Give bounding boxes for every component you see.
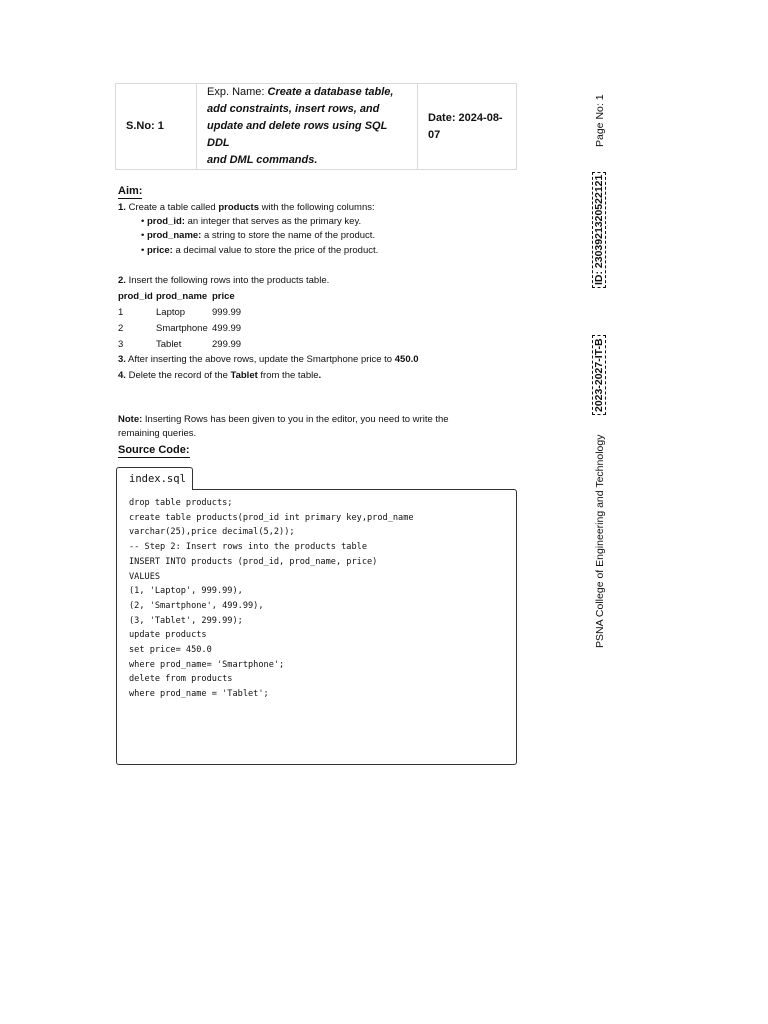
batch-label — [592, 335, 606, 415]
experiment-name-label: Exp. Name: — [207, 86, 268, 98]
experiment-name — [197, 84, 418, 170]
table-row — [118, 304, 241, 320]
aim-heading: Aim: — [118, 185, 143, 197]
aim-item-3-text: After inserting the above rows, update the Smartphone price to — [125, 354, 395, 365]
experiment-title-line-1: Create a database table, — [267, 86, 394, 98]
table-cell: 499.99 — [212, 322, 242, 334]
aim-item-1-text: Create a table called — [125, 202, 219, 213]
batch-code: 2023-2027-IT-B — [592, 335, 606, 415]
aim-item-4-period: . — [318, 370, 322, 381]
column-desc: a string to store the name of the product. — [201, 230, 376, 241]
code-line: where prod_name= 'Smartphone'; — [129, 659, 285, 670]
experiment-date — [418, 84, 517, 170]
table-cell: Laptop — [156, 306, 186, 318]
table-header-cell: price — [212, 291, 235, 302]
table-row — [118, 336, 241, 352]
table-row — [118, 320, 241, 336]
file-tab-index-sql[interactable]: index.sql — [116, 467, 193, 490]
student-id: ID: 2303921320522121 — [592, 172, 606, 288]
note-text: Inserting Rows has been given to you in the editor, you need to write the — [142, 414, 449, 425]
column-name: prod_name: — [146, 230, 202, 241]
aim-item-4-text-end: from the table — [257, 370, 319, 381]
experiment-title-line-2: add constraints, insert rows, and — [207, 103, 380, 115]
page-number-label: Page No: 1 — [594, 94, 606, 147]
code-line: varchar(25),price decimal(5,2)); — [129, 527, 295, 538]
aim-item-4-text: Delete the record of the — [125, 370, 231, 381]
column-bullet-prod-name: • prod_name: a string to store the name of the product. — [141, 230, 376, 241]
code-line: -- Step 2: Insert rows into the products table — [129, 542, 367, 553]
aim-item-1-number: 1. — [118, 202, 126, 213]
code-line: set price= 450.0 — [129, 645, 212, 656]
aim-item-3 — [118, 353, 419, 366]
experiment-header-table — [115, 83, 517, 170]
code-line: create table products(prod_id int primary key,prod_name — [129, 512, 414, 523]
code-line: (2, 'Smartphone', 499.99), — [129, 600, 264, 611]
column-bullet-price: • price: a decimal value to store the price of the product. — [141, 245, 379, 256]
code-line: VALUES — [129, 571, 161, 582]
college-name: PSNA College of Engineering and Technology — [594, 434, 606, 648]
code-line: where prod_name = 'Tablet'; — [129, 689, 269, 700]
note-line-1 — [118, 413, 449, 426]
serial-number: S.No: 1 — [116, 84, 197, 170]
aim-item-2-text: Insert the following rows into the products table. — [125, 275, 330, 286]
column-name: price: — [146, 245, 173, 256]
note-label: Note: — [118, 414, 143, 425]
column-desc: an integer that serves as the primary key. — [184, 216, 362, 227]
experiment-title-line-3: update and delete rows using SQL DDL — [207, 120, 388, 149]
date-line-1: Date: 2024-08- — [428, 111, 503, 124]
column-name: prod_id: — [146, 216, 185, 227]
date-line-2: 07 — [428, 128, 441, 141]
note-line-2: remaining queries. — [118, 428, 197, 439]
products-data-table — [118, 289, 241, 352]
aim-item-3-number: 3. — [118, 354, 126, 365]
aim-item-4-target: Tablet — [230, 370, 258, 381]
experiment-title-line-4: and DML commands. — [207, 154, 318, 166]
table-cell: 999.99 — [212, 306, 242, 318]
aim-item-4 — [118, 369, 321, 382]
table-cell: 2 — [118, 322, 124, 334]
code-line: INSERT INTO products (prod_id, prod_name, price) — [129, 556, 378, 567]
aim-item-1-text-end: with the following columns: — [259, 202, 375, 213]
table-cell: 3 — [118, 338, 124, 350]
code-line: update products — [129, 630, 207, 641]
aim-item-1-table-name: products — [218, 202, 259, 213]
code-editor[interactable] — [116, 489, 517, 765]
table-cell: Tablet — [156, 338, 182, 350]
table-header-cell: prod_name — [156, 291, 208, 302]
source-code-heading: Source Code: — [118, 444, 190, 456]
table-header-row — [118, 289, 241, 304]
code-line: delete from products — [129, 674, 233, 685]
table-cell: 299.99 — [212, 338, 242, 350]
aim-item-2-number: 2. — [118, 275, 126, 286]
code-line: (3, 'Tablet', 299.99); — [129, 615, 243, 626]
aim-item-4-number: 4. — [118, 370, 126, 381]
column-desc: a decimal value to store the price of the product. — [172, 245, 379, 256]
table-cell: 1 — [118, 306, 124, 318]
aim-item-2 — [118, 274, 329, 287]
table-header-cell: prod_id — [118, 291, 153, 302]
code-line: (1, 'Laptop', 999.99), — [129, 586, 243, 597]
table-cell: Smartphone — [156, 322, 208, 334]
code-line: drop table products; — [129, 498, 233, 508]
student-id-label — [592, 172, 606, 288]
aim-item-1 — [118, 201, 375, 214]
aim-item-3-price: 450.0 — [394, 354, 419, 365]
column-bullet-prod-id: • prod_id: an integer that serves as the primary key. — [141, 216, 362, 227]
